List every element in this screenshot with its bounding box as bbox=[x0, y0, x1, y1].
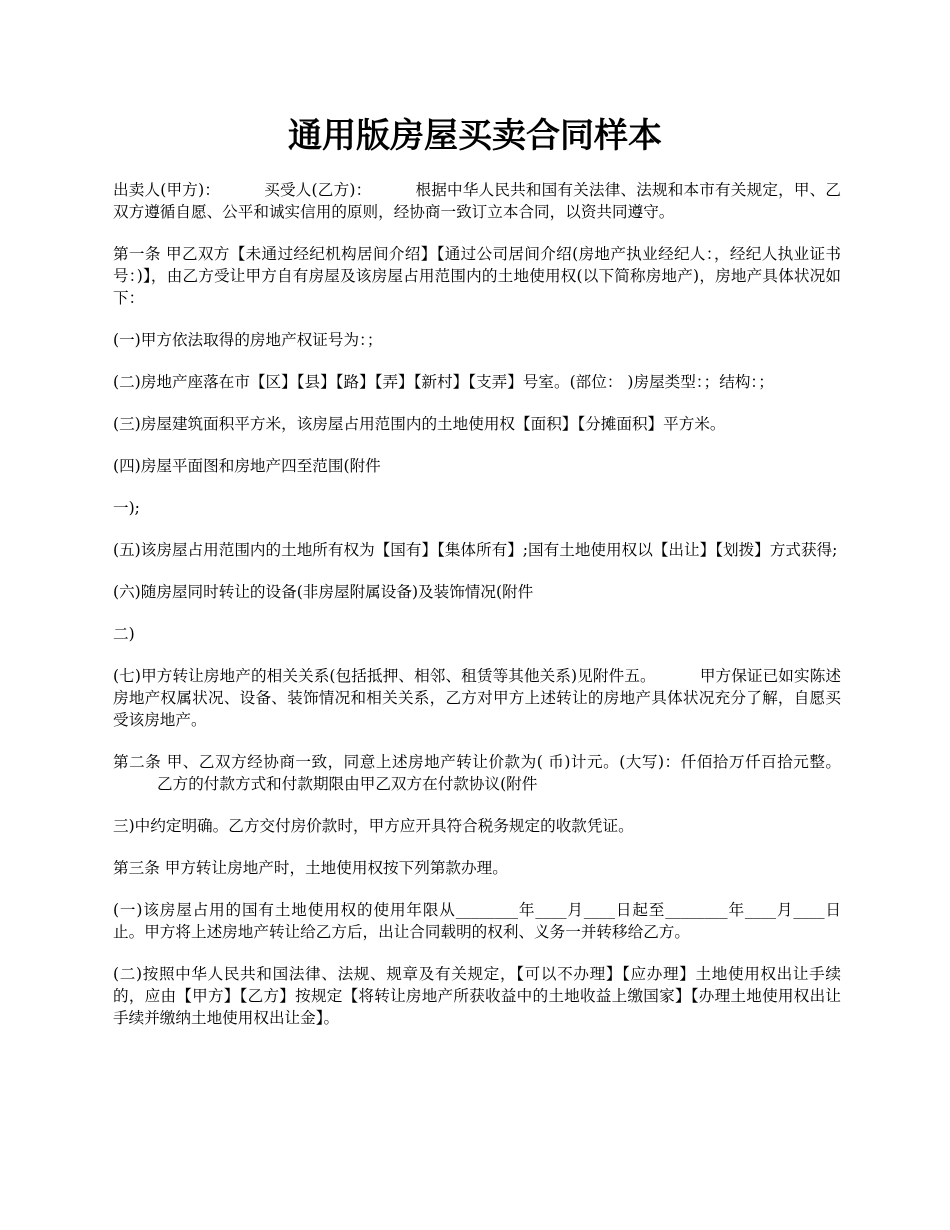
document-body bbox=[113, 179, 841, 1049]
paragraph-article-3: 第三条 甲方转让房地产时，土地使用权按下列第款办理。 bbox=[113, 859, 508, 877]
paragraph-article-1: 第一条 甲乙双方【未通过经纪机构居间介绍】【通过公司居间介绍(房地产执业经纪人：，经纪人执业证书号：)】，由乙方受让甲方自有房屋及该房屋占用范围内的土地使用权(以下简称房地产)，房地产具体状况如下： bbox=[113, 245, 841, 307]
paragraph-item-6-cont: 二) bbox=[113, 625, 135, 643]
payment-text: 乙方的付款方式和付款期限由甲乙双方在付款协议(附件 bbox=[157, 775, 538, 793]
preamble-text: 根据中华人民共和国有关法律、法规和本市有关规定，甲、乙双方遵循自愿、公平和诚实信用的原则，经协商一致订立本合同，以资共同遵守。 bbox=[113, 181, 841, 221]
paragraph-article-2 bbox=[113, 751, 841, 795]
paragraph-parties bbox=[113, 179, 841, 223]
item-7-text: (七)甲方转让房地产的相关关系(包括抵押、相邻、租赁等其他关系)见附件五。 bbox=[113, 667, 656, 685]
paragraph-item-4: (四)房屋平面图和房地产四至范围(附件 bbox=[113, 457, 381, 475]
seller-label: 出卖人(甲方)： bbox=[113, 181, 221, 199]
paragraph-article-2-cont: 三)中约定明确。乙方交付房价款时，甲方应开具符合税务规定的收款凭证。 bbox=[113, 817, 634, 835]
paragraph-item-1: (一)甲方依法取得的房地产权证号为：； bbox=[113, 331, 383, 349]
paragraph-item-4-cont: 一); bbox=[113, 499, 140, 517]
paragraph-item-5: (五)该房屋占用范围内的土地所有权为【国有】【集体所有】;国有土地使用权以【出让】【划拨】方式获得; bbox=[113, 541, 838, 559]
paragraph-item-6: (六)随房屋同时转让的设备(非房屋附属设备)及装饰情况(附件 bbox=[113, 583, 534, 601]
buyer-label: 买受人(乙方)： bbox=[264, 181, 372, 199]
paragraph-article-3-item-2: (二)按照中华人民共和国法律、法规、规章及有关规定，【可以不办理】【应办理】土地使用权出让手续的，应由【甲方】【乙方】按规定【将转让房地产所获收益中的土地收益上缴国家】【办理土地使用权出让手续并缴纳土地使用权出让金】。 bbox=[113, 965, 841, 1027]
document-title: 通用版房屋买卖合同样本 bbox=[288, 116, 662, 156]
paragraph-item-3: (三)房屋建筑面积平方米，该房屋占用范围内的土地使用权【面积】【分摊面积】平方米。 bbox=[113, 415, 726, 433]
paragraph-article-3-item-1: (一)该房屋占用的国有土地使用权的使用年限从________年____月____日起至________年____月____日止。甲方将上述房地产转让给乙方后，出让合同载明的权利、义务一并转移给乙方。 bbox=[113, 901, 841, 941]
seller-guarantee-text: 甲方保证已如实陈述房地产权属状况、设备、装饰情况和相关关系，乙方对甲方上述转让的房地产具体状况充分了解，自愿买受该房地产。 bbox=[113, 667, 841, 729]
article-2-text: 第二条 甲、乙双方经协商一致，同意上述房地产转让价款为( 币)计元。(大写)：仟佰拾万仟百拾元整。 bbox=[113, 753, 841, 771]
paragraph-item-2: (二)房地产座落在市【区】【县】【路】【弄】【新村】【支弄】号室。(部位： )房屋类型：；结构：； bbox=[113, 373, 774, 391]
paragraph-item-7 bbox=[113, 665, 841, 731]
